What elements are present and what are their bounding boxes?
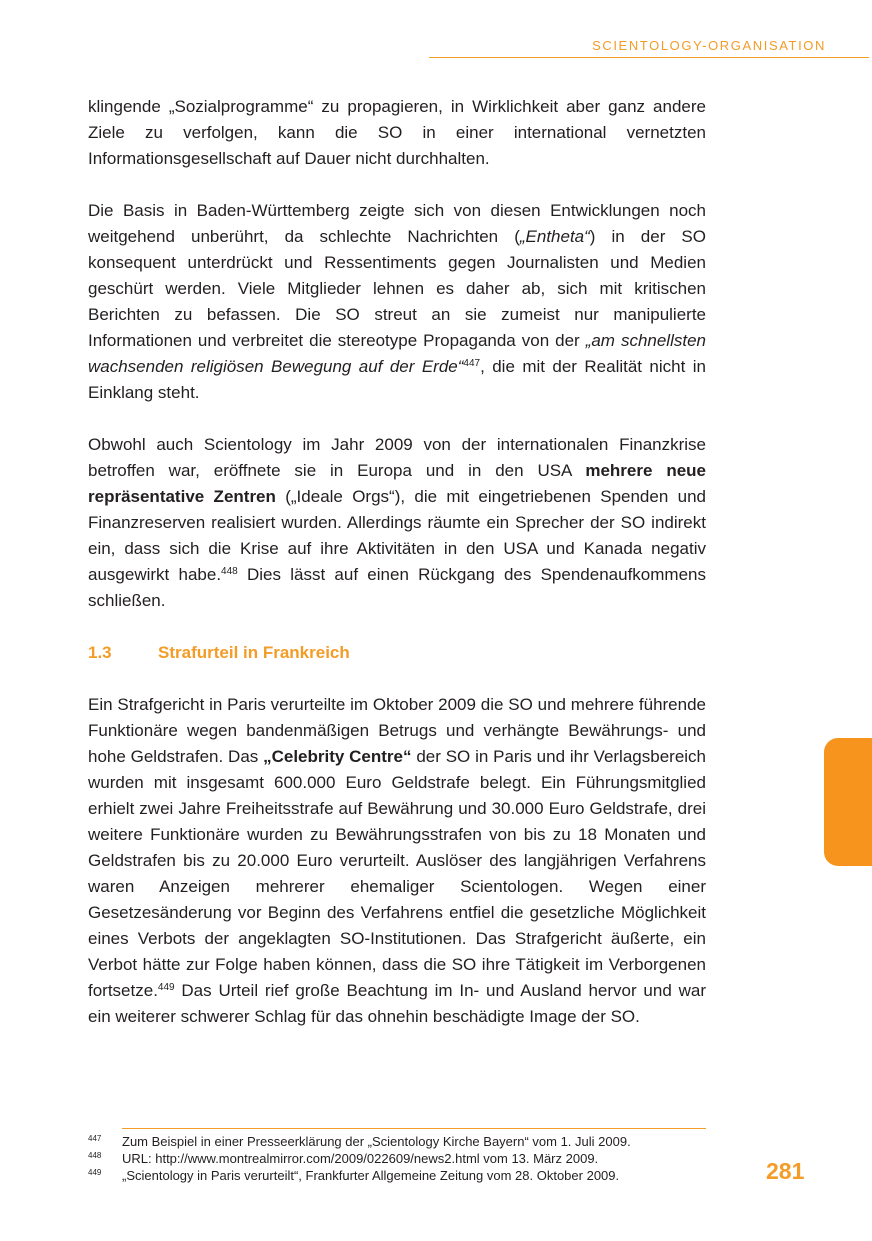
footnote-447 — [88, 1133, 728, 1150]
footnote-rule — [122, 1128, 706, 1129]
section-number: 1.3 — [88, 643, 112, 662]
paragraph-3-text-2: („Ideale Orgs“), die mit eingetriebenen Spenden und Finanzreserven realisiert wurden. Allerdings räumte ein Sprecher der SO indirekt ein, dass sich die Krise auf ihre Aktivitäten in den USA und Kanada negativ ausgewirkt habe. — [88, 487, 706, 584]
paragraph-4-text-1: Ein Strafgericht in Paris verurteilte im Oktober 2009 die SO und mehrere führende Funktionäre wegen bandenmäßigen Betrugs und verhängte Bewährungs- und hohe Geldstrafen. Das — [88, 695, 706, 766]
paragraph-2-text-1: Die Basis in Baden-Württemberg zeigte sich von diesen Entwicklungen noch weitgehend unberührt, da schlechte Nachrichten ( — [88, 201, 706, 246]
footnote-number: 449 — [88, 1168, 102, 1177]
paragraph-2-text-2: ) in der SO konsequent unterdrückt und Ressentiments gegen Journalisten und Medien geschürt werden. Viele Mitglieder lehnen es daher ab, sich mit kritischen Berichten zu befassen. Die SO streut an sie zumeist nur manipulierte Informationen und verbreitet die stereotype Propaganda von der — [88, 227, 706, 350]
footnote-text[interactable]: URL: http://www.montrealmirror.com/2009/022609/news2.html vom 13. März 2009. — [122, 1151, 599, 1166]
paragraph-4-bold-1: „Celebrity Centre“ — [263, 747, 412, 766]
paragraph-2 — [88, 198, 706, 406]
footnote-text: Zum Beispiel in einer Presseerklärung der „Scientology Kirche Bayern“ vom 1. Juli 2009. — [122, 1134, 631, 1149]
running-header: SCIENTOLOGY-ORGANISATION — [592, 38, 826, 53]
paragraph-3 — [88, 432, 706, 614]
paragraph-3-bold-1: mehrere neue repräsentative Zentren — [88, 461, 706, 506]
body-text — [88, 94, 706, 1056]
paragraph-2-italic-1: „Entheta“ — [519, 227, 590, 246]
paragraph-4-text-2: der SO in Paris und ihr Verlagsbereich wurden mit insgesamt 600.000 Euro Geldstrafe belegt. Ein Führungsmitglied erhielt zwei Jahre Freiheitsstrafe auf Bewährung und 30.000 Euro Geldstrafe, drei weitere Funktionäre wurden zu Bewährungsstrafen von bis zu 18 Monaten und Geldstrafen bis zu 20.000 Euro verurteilt. Auslöser des langjährigen Verfahrens waren Anzeigen mehrerer ehemaliger Scientologen. Wegen einer Gesetzesänderung vor Beginn des Verfahrens entfiel die gesetzliche Möglichkeit eines Verbots der angeklagten SO-Institutionen. Das Strafgericht äußerte, ein Verbot hätte zur Folge haben können, dass die SO ihre Tätigkeit im Verborgenen fortsetze. — [88, 747, 707, 1000]
footnotes — [88, 1133, 728, 1184]
footnote-number: 447 — [88, 1134, 102, 1143]
footnote-449 — [88, 1167, 728, 1184]
footnote-number: 448 — [88, 1151, 102, 1160]
paragraph-3-text-1: Obwohl auch Scientology im Jahr 2009 von der internationalen Finanzkrise betroffen war, eröffnete sie in Europa und in den USA — [88, 435, 706, 480]
section-title: Strafurteil in Frankreich — [158, 643, 350, 662]
paragraph-4 — [88, 692, 706, 1030]
paragraph-2-italic-2: „am schnellsten wachsenden religiösen Bewegung auf der Erde“ — [88, 331, 706, 376]
footnote-ref-447[interactable]: 447 — [463, 358, 481, 369]
footnote-448 — [88, 1150, 728, 1167]
section-heading — [88, 640, 706, 666]
footnote-ref-448[interactable]: 448 — [221, 566, 238, 577]
paragraph-3-text-3: Dies lässt auf einen Rückgang des Spendenaufkommens schließen. — [88, 565, 706, 610]
footnote-text: „Scientology in Paris verurteilt“, Frankfurter Allgemeine Zeitung vom 28. Oktober 2009. — [122, 1168, 620, 1183]
header-rule — [429, 57, 869, 58]
paragraph-4-text-3: Das Urteil rief große Beachtung im In- und Ausland hervor und war ein weiterer schwerer Schlag für das ohnehin beschädigte Image der SO. — [88, 981, 706, 1026]
paragraph-1: klingende „Sozialprogramme“ zu propagieren, in Wirklichkeit aber ganz andere Ziele zu verfolgen, kann die SO in einer international vernetzten Informationsgesellschaft auf Dauer nicht durchhalten. — [88, 97, 706, 168]
paragraph-2-text-3: , die mit der Realität nicht in Einklang steht. — [88, 357, 706, 402]
chapter-tab — [824, 738, 872, 866]
page-number: 281 — [766, 1158, 805, 1184]
footnote-ref-449[interactable]: 449 — [157, 982, 175, 993]
